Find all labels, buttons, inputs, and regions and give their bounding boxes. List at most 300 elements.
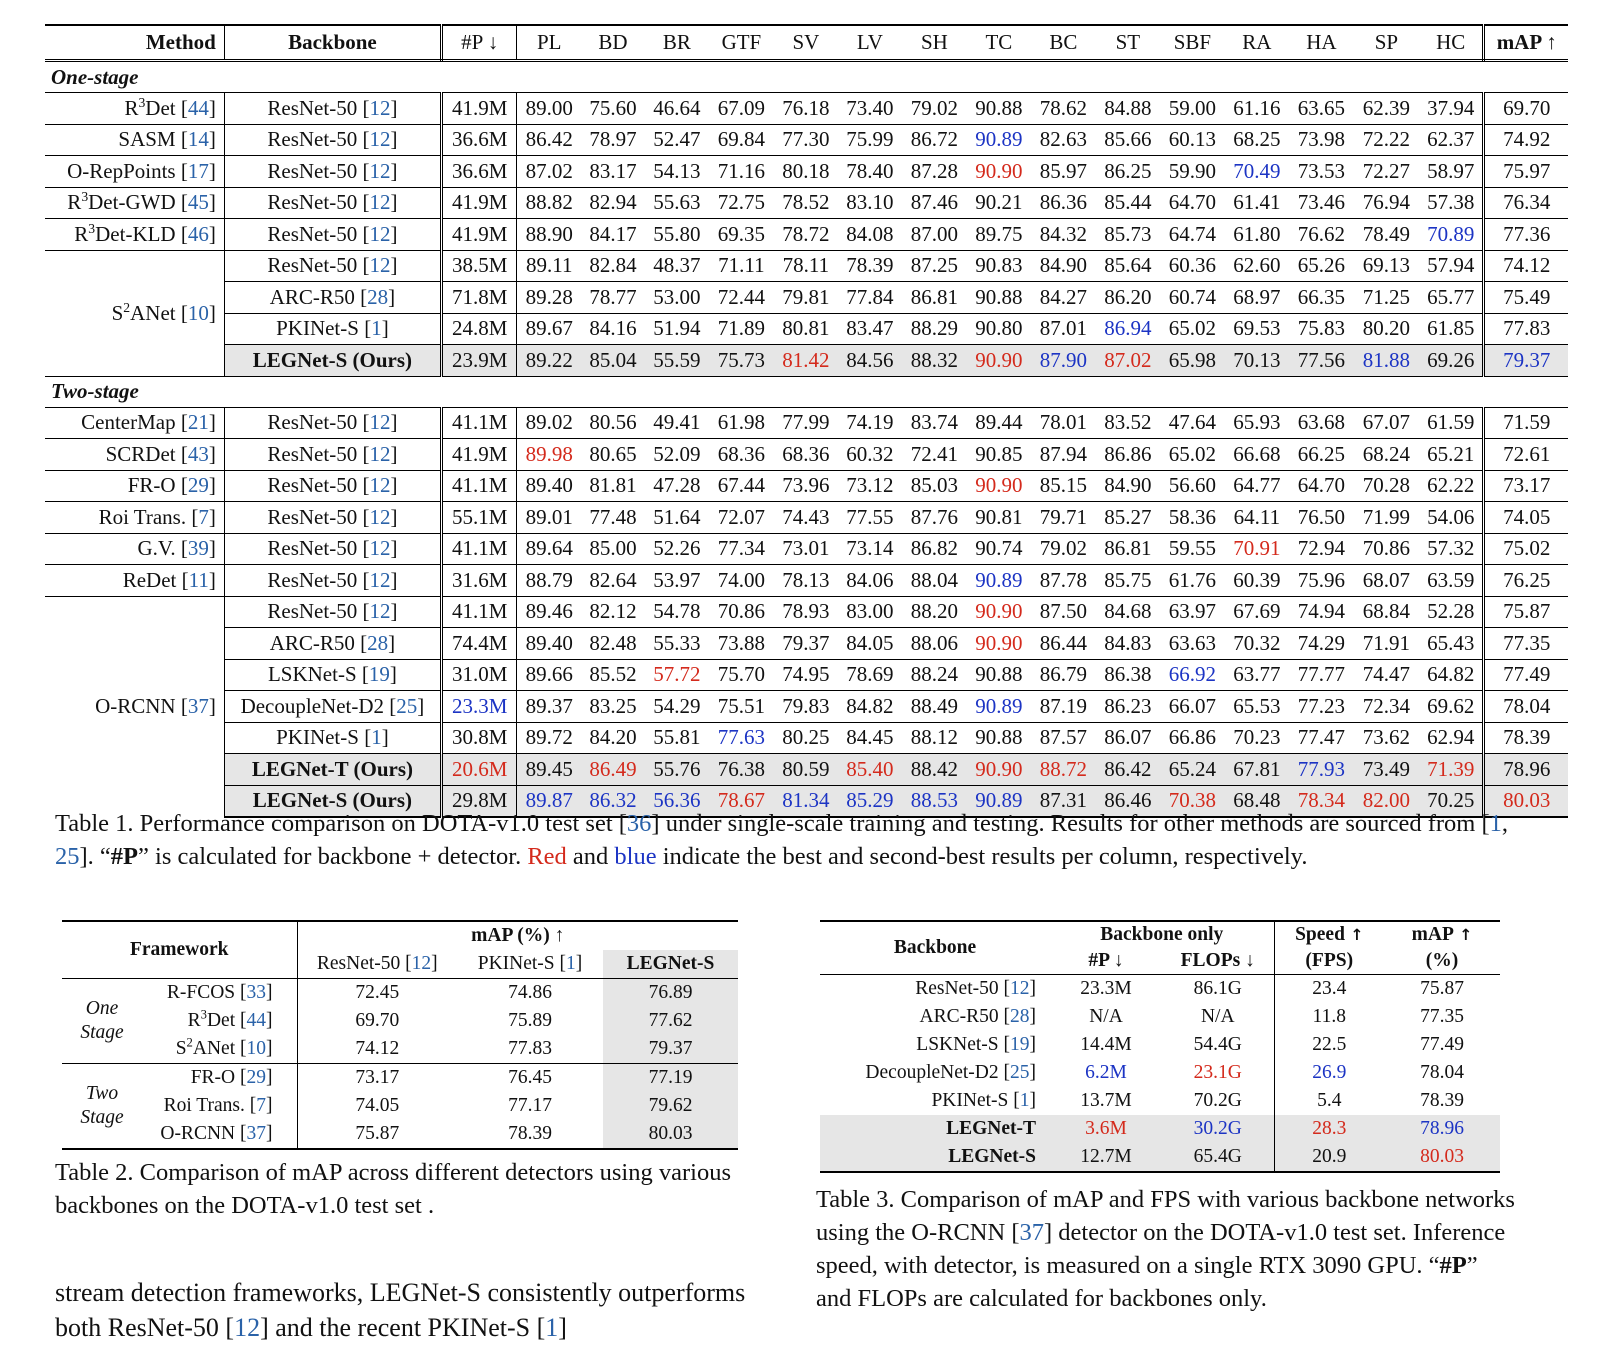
score-cell-hc: 52.28 [1419, 596, 1484, 628]
score-cell-sp: 72.34 [1354, 691, 1419, 723]
map-cell: 77.83 [1484, 313, 1568, 345]
score-cell-bd: 82.64 [581, 565, 645, 597]
score-cell-br: 53.97 [645, 565, 709, 597]
detector-name: Roi Trans. [163, 1095, 245, 1116]
detector-cell: FR-O [29] [142, 1064, 297, 1093]
score-cell-ha: 78.34 [1289, 785, 1354, 817]
backbone-cell: ARC-R50 [28] [224, 282, 441, 314]
score-cell-gtf: 73.88 [709, 628, 774, 660]
map-cell: 77.35 [1484, 628, 1568, 660]
params-cell: 41.9M [441, 93, 517, 125]
backbone-cell: ARC-R50 [28] [919, 1006, 1036, 1027]
score-cell-lv: 74.19 [838, 407, 902, 439]
score-cell-sbf: 65.02 [1160, 439, 1225, 471]
map-value-cell: 76.89 [603, 979, 738, 1008]
map-cell: 78.04 [1420, 1062, 1464, 1083]
score-cell-ra: 68.48 [1225, 785, 1289, 817]
score-cell-hc: 65.43 [1419, 628, 1484, 660]
header-class-ra: RA [1225, 25, 1289, 61]
score-cell-lv: 73.14 [838, 533, 902, 565]
score-cell-sv: 68.36 [774, 439, 838, 471]
score-cell-hc: 54.06 [1419, 502, 1484, 534]
score-cell-st: 86.38 [1096, 659, 1160, 691]
backbone-cell: ResNet-50 [12] [915, 978, 1036, 999]
score-cell-pl: 89.28 [517, 282, 581, 314]
citation-link: 1 [545, 1313, 559, 1342]
citation-link: 12 [1010, 978, 1030, 999]
table-row [820, 1031, 1500, 1059]
score-cell-br: 55.81 [645, 722, 709, 754]
score-cell-gtf: 72.44 [709, 282, 774, 314]
score-cell-gtf: 78.67 [709, 785, 774, 817]
score-cell-sh: 88.32 [902, 345, 967, 377]
backbone-cell: ARC-R50 [28] [224, 628, 441, 660]
score-cell-bc: 79.02 [1031, 533, 1096, 565]
score-cell-hc: 61.85 [1419, 313, 1484, 345]
column-name: PKINet-S [477, 953, 555, 974]
detector-name: R-FCOS [166, 982, 236, 1003]
score-cell-sv: 80.25 [774, 722, 838, 754]
params-cell: 30.8M [441, 722, 517, 754]
score-cell-pl: 89.67 [517, 313, 581, 345]
backbone-name: LEGNet-S (Ours) [252, 347, 413, 372]
score-cell-bc: 85.15 [1031, 470, 1096, 502]
score-cell-bc: 78.01 [1031, 407, 1096, 439]
table-row [62, 1092, 738, 1120]
flops-cell: 54.4G [1162, 1031, 1274, 1059]
backbone-cell: ResNet-50 [12] [224, 502, 441, 534]
caption-text: ] detector on the DOTA-v1.0 test set. Inference speed, with detector, is measured on a single RTX 3090 GPU. “ [816, 1219, 1506, 1279]
score-cell-bd: 86.49 [581, 754, 645, 786]
score-cell-bd: 80.56 [581, 407, 645, 439]
score-cell-sbf: 59.00 [1160, 93, 1225, 125]
backbone-name: ARC-R50 [269, 630, 355, 655]
score-cell-br: 54.78 [645, 596, 709, 628]
score-cell-st: 84.88 [1096, 93, 1160, 125]
table-row [820, 1003, 1500, 1031]
header-backbone: Backbone [224, 25, 441, 61]
score-cell-ha: 76.62 [1289, 219, 1354, 251]
score-cell-sbf: 66.86 [1160, 722, 1225, 754]
citation-link: 12 [369, 599, 391, 624]
map-value-cell: 79.62 [603, 1092, 738, 1120]
score-cell-ha: 74.29 [1289, 628, 1354, 660]
map-cell: 76.25 [1484, 565, 1568, 597]
score-cell-br: 55.80 [645, 219, 709, 251]
score-cell-sbf: 65.24 [1160, 754, 1225, 786]
fps-cell: 20.9 [1274, 1143, 1384, 1172]
body-paragraph [55, 1275, 755, 1345]
score-cell-sv: 81.42 [774, 345, 838, 377]
table3 [820, 920, 1500, 1173]
score-cell-tc: 90.21 [967, 187, 1031, 219]
citation-link: 33 [246, 982, 266, 1003]
caption-text: ” and FLOPs are calculated for backbones only. [816, 1252, 1478, 1312]
method-superscript: 3 [81, 189, 89, 205]
method-name: O-RCNN [95, 694, 176, 719]
score-cell-ra: 61.41 [1225, 187, 1289, 219]
up-arrow-icon: ↑ [1344, 926, 1364, 944]
method-cell: $R^3Det$-KLD [46] [45, 219, 224, 251]
score-cell-sp: 80.20 [1354, 313, 1419, 345]
score-cell-ra: 61.16 [1225, 93, 1289, 125]
score-cell-br: 47.28 [645, 470, 709, 502]
section-row [45, 61, 1568, 93]
map-header [1384, 921, 1500, 975]
score-cell-tc: 90.89 [967, 565, 1031, 597]
score-cell-lv: 77.84 [838, 282, 902, 314]
citation-link: 46 [187, 221, 209, 246]
method-cell: O-RCNN [37] [45, 596, 224, 817]
score-cell-lv: 78.40 [838, 156, 902, 188]
citation-link: 12 [369, 127, 391, 152]
score-cell-br: 52.09 [645, 439, 709, 471]
score-cell-tc: 90.89 [967, 691, 1031, 723]
detector-name: R [187, 1010, 201, 1031]
score-cell-ha: 76.50 [1289, 502, 1354, 534]
score-cell-gtf: 71.16 [709, 156, 774, 188]
score-cell-br: 54.29 [645, 691, 709, 723]
score-cell-bd: 84.20 [581, 722, 645, 754]
score-cell-st: 84.83 [1096, 628, 1160, 660]
stage-cell [62, 979, 142, 1064]
score-cell-tc: 90.89 [967, 785, 1031, 817]
score-cell-bc: 86.44 [1031, 628, 1096, 660]
score-cell-gtf: 71.89 [709, 313, 774, 345]
table-row [820, 1059, 1500, 1087]
score-cell-sbf: 64.70 [1160, 187, 1225, 219]
map-value-cell: 74.86 [457, 979, 603, 1008]
score-cell-hc: 62.37 [1419, 124, 1484, 156]
score-cell-sv: 79.81 [774, 282, 838, 314]
score-cell-hc: 62.94 [1419, 722, 1484, 754]
map-group-header: mAP (%) ↑ [297, 921, 738, 950]
map-cell: 75.87 [1484, 596, 1568, 628]
params-cell: 38.5M [441, 250, 517, 282]
backbone-cell: ResNet-50 [12] [224, 156, 441, 188]
fps-cell: 5.4 [1317, 1090, 1342, 1111]
table-row [45, 93, 1568, 125]
score-cell-tc: 90.88 [967, 659, 1031, 691]
score-cell-gtf: 76.38 [709, 754, 774, 786]
score-cell-hc: 70.89 [1419, 219, 1484, 251]
params-cell: 41.9M [441, 439, 517, 471]
citation-link: 11 [188, 567, 209, 592]
body-text: ] [558, 1313, 567, 1342]
score-cell-st: 85.73 [1096, 219, 1160, 251]
score-cell-sv: 73.96 [774, 470, 838, 502]
detector-name: O-RCNN [160, 1123, 236, 1144]
score-cell-bc: 87.50 [1031, 596, 1096, 628]
score-cell-gtf: 69.84 [709, 124, 774, 156]
column-header: ResNet-50 [12] [297, 950, 457, 979]
score-cell-sv: 79.83 [774, 691, 838, 723]
score-cell-st: 86.86 [1096, 439, 1160, 471]
table-row [45, 628, 1568, 660]
citation-link: 1 [1019, 1090, 1030, 1111]
score-cell-sp: 73.49 [1354, 754, 1419, 786]
citation-link: 12 [369, 473, 391, 498]
score-cell-st: 83.52 [1096, 407, 1160, 439]
backbone-cell: ResNet-50 [12] [224, 187, 441, 219]
framework-header: Framework [62, 921, 297, 979]
score-cell-hc: 62.22 [1419, 470, 1484, 502]
score-cell-st: 86.20 [1096, 282, 1160, 314]
score-cell-sp: 71.91 [1354, 628, 1419, 660]
score-cell-bc: 86.79 [1031, 659, 1096, 691]
backbone-name: LEGNet-S (Ours) [252, 788, 413, 813]
score-cell-ha: 73.46 [1289, 187, 1354, 219]
table-row [45, 502, 1568, 534]
score-cell-pl: 89.02 [517, 407, 581, 439]
score-cell-ra: 67.81 [1225, 754, 1289, 786]
table-row [45, 250, 1568, 282]
table-row [45, 407, 1568, 439]
score-cell-hc: 64.82 [1419, 659, 1484, 691]
map-cell: 75.02 [1484, 533, 1568, 565]
score-cell-bc: 87.57 [1031, 722, 1096, 754]
backbone-name: PKINet-S [931, 1090, 1009, 1111]
method-cell: CenterMap [21] [45, 407, 224, 439]
detector-name-rest: Det [206, 1010, 236, 1031]
score-cell-pl: 89.46 [517, 596, 581, 628]
citation-link: 44 [246, 1010, 266, 1031]
score-cell-bc: 87.01 [1031, 313, 1096, 345]
backbone-cell: ResNet-50 [12] [224, 124, 441, 156]
table-row [820, 1143, 1500, 1172]
score-cell-sp: 68.24 [1354, 439, 1419, 471]
map-cell: 78.04 [1484, 691, 1568, 723]
table-row [45, 659, 1568, 691]
score-cell-gtf: 72.75 [709, 187, 774, 219]
score-cell-pl: 89.22 [517, 345, 581, 377]
backbone-header: Backbone [820, 921, 1050, 975]
score-cell-ra: 70.49 [1225, 156, 1289, 188]
score-cell-ha: 77.93 [1289, 754, 1354, 786]
score-cell-ha: 73.53 [1289, 156, 1354, 188]
citation-link: 45 [187, 190, 209, 215]
score-cell-ha: 74.94 [1289, 596, 1354, 628]
score-cell-ha: 77.77 [1289, 659, 1354, 691]
score-cell-tc: 90.83 [967, 250, 1031, 282]
map-unit: (%) [1425, 950, 1459, 971]
score-cell-sh: 87.25 [902, 250, 967, 282]
score-cell-bd: 82.48 [581, 628, 645, 660]
header-class-pl: PL [517, 25, 581, 61]
up-arrow-icon: ↑ [1453, 926, 1473, 944]
caption-text: , [1501, 810, 1509, 837]
score-cell-sbf: 65.98 [1160, 345, 1225, 377]
backbone-cell: ResNet-50 [12] [224, 439, 441, 471]
score-cell-br: 46.64 [645, 93, 709, 125]
score-cell-ha: 66.25 [1289, 439, 1354, 471]
score-cell-st: 86.46 [1096, 785, 1160, 817]
score-cell-sbf: 60.36 [1160, 250, 1225, 282]
score-cell-sp: 70.28 [1354, 470, 1419, 502]
table2-body [62, 921, 738, 1149]
backbone-cell: PKINet-S [1] [931, 1090, 1036, 1111]
citation-link: 25 [55, 843, 80, 870]
score-cell-sv: 78.72 [774, 219, 838, 251]
score-cell-sh: 85.03 [902, 470, 967, 502]
table-row [45, 754, 1568, 786]
backbone-cell [224, 754, 441, 786]
backbone-cell [224, 345, 441, 377]
citation-link: 17 [187, 158, 209, 183]
score-cell-sh: 86.82 [902, 533, 967, 565]
map-value-cell: 74.12 [355, 1038, 400, 1059]
score-cell-tc: 90.90 [967, 596, 1031, 628]
backbone-cell: LSKNet-S [19] [916, 1034, 1036, 1055]
backbone-name: ResNet-50 [267, 253, 358, 278]
score-cell-bc: 88.72 [1031, 754, 1096, 786]
table-row [45, 219, 1568, 251]
score-cell-sh: 88.29 [902, 313, 967, 345]
score-cell-lv: 83.00 [838, 596, 902, 628]
score-cell-sp: 72.27 [1354, 156, 1419, 188]
citation-link: 28 [1010, 1006, 1030, 1027]
header-class-sv: SV [774, 25, 838, 61]
score-cell-sh: 88.12 [902, 722, 967, 754]
score-cell-bd: 81.81 [581, 470, 645, 502]
score-cell-sh: 88.24 [902, 659, 967, 691]
score-cell-ra: 60.39 [1225, 565, 1289, 597]
score-cell-hc: 63.59 [1419, 565, 1484, 597]
score-cell-hc: 69.26 [1419, 345, 1484, 377]
score-cell-gtf: 77.34 [709, 533, 774, 565]
backbone-cell: LSKNet-S [19] [224, 659, 441, 691]
score-cell-sv: 79.37 [774, 628, 838, 660]
score-cell-ha: 66.35 [1289, 282, 1354, 314]
score-cell-lv: 84.82 [838, 691, 902, 723]
detector-cell: O-RCNN [37] [142, 1120, 297, 1149]
flops-cell: N/A [1162, 1003, 1274, 1031]
score-cell-sh: 88.42 [902, 754, 967, 786]
score-cell-sp: 72.22 [1354, 124, 1419, 156]
score-cell-sbf: 63.63 [1160, 628, 1225, 660]
body-text: stream detection frameworks, LEGNet-S consistently outperforms both ResNet-50 [ [55, 1278, 746, 1342]
score-cell-sp: 69.13 [1354, 250, 1419, 282]
score-cell-sh: 83.74 [902, 407, 967, 439]
score-cell-sp: 70.86 [1354, 533, 1419, 565]
score-cell-bd: 85.00 [581, 533, 645, 565]
score-cell-sbf: 58.36 [1160, 502, 1225, 534]
header-class-st: ST [1096, 25, 1160, 61]
score-cell-bc: 87.90 [1031, 345, 1096, 377]
fps-cell: 28.3 [1274, 1115, 1384, 1143]
score-cell-ha: 77.47 [1289, 722, 1354, 754]
method-name: FR-O [127, 473, 176, 498]
map-value-cell: 77.17 [508, 1095, 552, 1116]
score-cell-sbf: 61.76 [1160, 565, 1225, 597]
flops-cell: 86.1G [1162, 975, 1274, 1004]
score-cell-st: 85.27 [1096, 502, 1160, 534]
header-class-tc: TC [967, 25, 1031, 61]
backbone-name: DecoupleNet-D2 [865, 1062, 999, 1083]
params-cell: 6.2M [1085, 1062, 1127, 1083]
score-cell-st: 86.94 [1096, 313, 1160, 345]
speed-header [1274, 921, 1384, 975]
params-cell: 24.8M [441, 313, 517, 345]
score-cell-ra: 69.53 [1225, 313, 1289, 345]
score-cell-lv: 83.47 [838, 313, 902, 345]
score-cell-bd: 85.52 [581, 659, 645, 691]
score-cell-br: 57.72 [645, 659, 709, 691]
map-cell: 72.61 [1484, 439, 1568, 471]
map-value-cell: 72.45 [297, 979, 457, 1008]
table-row [45, 691, 1568, 723]
fps-cell: 23.4 [1312, 978, 1347, 999]
score-cell-ra: 65.53 [1225, 691, 1289, 723]
map-cell: 78.96 [1484, 754, 1568, 786]
score-cell-sp: 78.49 [1354, 219, 1419, 251]
citation-link: 28 [367, 284, 389, 309]
column-header: PKINet-S [1] [457, 950, 603, 979]
score-cell-sv: 74.43 [774, 502, 838, 534]
citation-link: 10 [187, 300, 209, 325]
backbone-name: LSKNet-S [267, 662, 357, 687]
score-cell-sh: 87.46 [902, 187, 967, 219]
method-cell: Roi Trans. [7] [45, 502, 224, 534]
params-cell: 36.6M [441, 124, 517, 156]
stage-label: Stage [80, 1022, 124, 1043]
table-row [62, 1035, 738, 1064]
caption-text: indicate the best and second-best results per column, respectively. [656, 843, 1308, 870]
score-cell-sv: 80.18 [774, 156, 838, 188]
citation-link: 28 [367, 630, 389, 655]
map-cell: 74.12 [1484, 250, 1568, 282]
header-map: mAP ↑ [1484, 25, 1568, 61]
score-cell-sv: 80.59 [774, 754, 838, 786]
table-row [45, 124, 1568, 156]
params-cell: 41.1M [441, 596, 517, 628]
score-cell-sh: 86.72 [902, 124, 967, 156]
backbone-name: ARC-R50 [269, 284, 355, 309]
method-cell: $R^3Det$-GWD [45] [45, 187, 224, 219]
score-cell-lv: 85.40 [838, 754, 902, 786]
citation-link: 1 [1489, 810, 1502, 837]
header-params: #P ↓ [441, 25, 517, 61]
caption-text: ] under single-scale training and testing. Results for other methods are sourced from [ [651, 810, 1490, 837]
backbone-cell [820, 1143, 1050, 1172]
backbone-name: ResNet-50 [267, 410, 358, 435]
citation-link: 12 [369, 536, 391, 561]
backbone-name: DecoupleNet-D2 [240, 693, 385, 718]
score-cell-hc: 57.32 [1419, 533, 1484, 565]
score-cell-sbf: 59.90 [1160, 156, 1225, 188]
citation-link: 19 [368, 662, 390, 687]
score-cell-bc: 87.78 [1031, 565, 1096, 597]
method-name: SCRDet [105, 441, 176, 466]
score-cell-bd: 77.48 [581, 502, 645, 534]
map-value-cell: 75.87 [297, 1120, 457, 1149]
header-class-bc: BC [1031, 25, 1096, 61]
score-cell-tc: 90.90 [967, 628, 1031, 660]
method-name: CenterMap [81, 410, 176, 435]
score-cell-bc: 79.71 [1031, 502, 1096, 534]
score-cell-sp: 71.25 [1354, 282, 1419, 314]
score-cell-sh: 79.02 [902, 93, 967, 125]
score-cell-bd: 80.65 [581, 439, 645, 471]
score-cell-hc: 57.38 [1419, 187, 1484, 219]
method-name: Roi Trans. [98, 504, 187, 529]
params-cell: 41.9M [441, 187, 517, 219]
table-row [45, 313, 1568, 345]
score-cell-sv: 73.01 [774, 533, 838, 565]
citation-link: 37 [246, 1123, 266, 1144]
caption-red-word: Red [527, 843, 567, 870]
params-header: #P ↓ [1050, 948, 1162, 975]
